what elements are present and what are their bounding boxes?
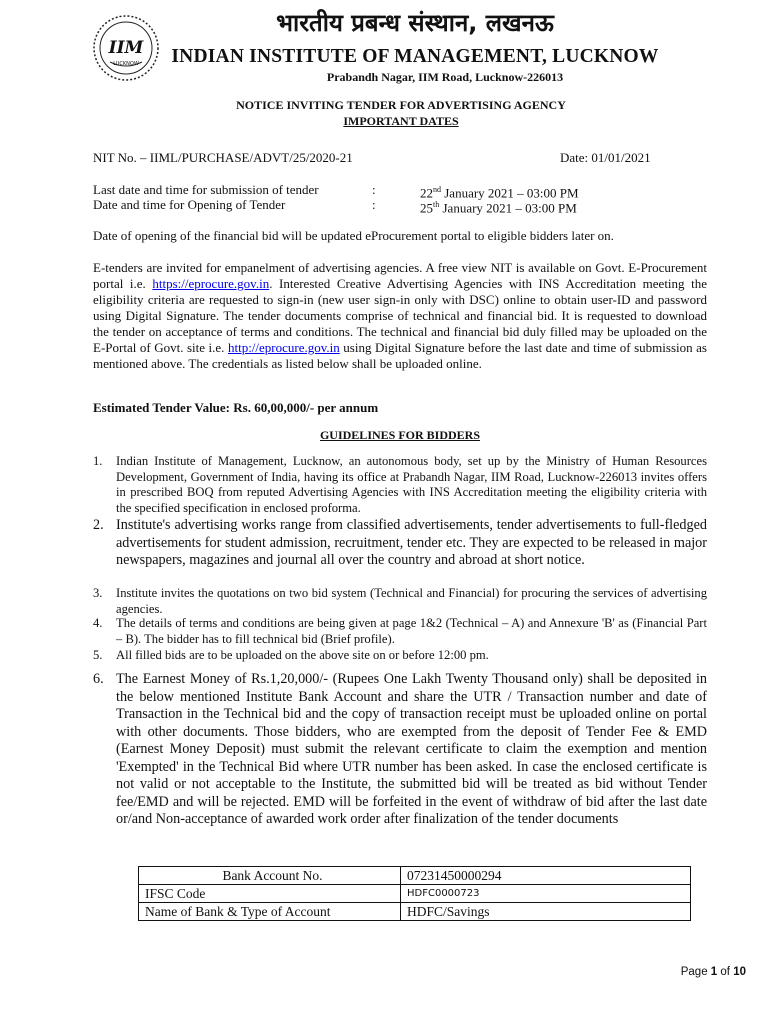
table-row <box>139 867 691 885</box>
list-item: 4. The details of terms and conditions are being given at page 1&2 (Technical – A) and Annexure 'B' as (Financial Part – B). The bidder has to fill technical bid (Brief profile). <box>93 616 707 646</box>
table-cell: IFSC Code <box>139 885 401 903</box>
table-cell: HDFC/Savings <box>401 903 691 921</box>
table-cell: Name of Bank & Type of Account <box>139 903 401 921</box>
institute-name: INDIAN INSTITUTE OF MANAGEMENT, LUCKNOW <box>171 46 659 67</box>
page-number: Page 1 of 10 <box>680 966 746 978</box>
table-row <box>139 885 691 903</box>
date-row-sep: : <box>372 182 376 197</box>
date-row-sep: : <box>372 197 376 212</box>
list-item: 3. Institute invites the quotations on two bid system (Technical and Financial) for procuring the services of advertising agencies. <box>93 586 707 616</box>
guidelines-heading: GUIDELINES FOR BIDDERS <box>319 428 481 442</box>
nit-number: NIT No. – IIML/PURCHASE/ADVT/25/2020-21 <box>93 150 353 165</box>
notice-date: Date: 01/01/2021 <box>560 150 651 165</box>
institute-address: Prabandh Nagar, IIM Road, Lucknow-226013 <box>326 70 564 84</box>
intro-paragraph: E-tenders are invited for empanelment of advertising agencies. A free view NIT is available on Govt. E-Procurement portal i.e. https://eprocure.gov.in. Interested Creative Advertising Agencies with INS Accreditation meeting the eligibility criteria are requested to sign-in (new user sign-in only with DSC) online to obtain user-ID and password using Digital Signature. The tender documents comprise of technical and financial bid. It is requested to download the tender on acceptance of terms and conditions. The technical and financial bid duly filled may be uploaded on the E-Portal of Govt. site i.e. http://eprocure.gov.in using Digital Signature before the last date and time of submission as mentioned above. The credentials as listed below shall be uploaded online. <box>93 260 707 371</box>
date-row-label: Last date and time for submission of tender <box>93 182 319 197</box>
estimated-tender-value: Estimated Tender Value: Rs. 60,00,000/- per annum <box>93 400 379 415</box>
table-cell: Bank Account No. <box>139 867 401 885</box>
table-row <box>139 903 691 921</box>
notice-title: NOTICE INVITING TENDER FOR ADVERTISING AGENCY <box>236 98 566 112</box>
important-dates-heading: IMPORTANT DATES <box>343 114 459 128</box>
logo-text: IIM <box>108 38 144 58</box>
list-item: 2. Institute's advertising works range from classified advertisements, tender advertisements to full-fledged advertisements for student admission, recruitment, tender etc. They are expected to be released in major newspapers, magazines and journal all over the country and abroad at short notice. <box>93 517 707 568</box>
table-cell: HDFC0000723 <box>401 885 691 903</box>
eprocure-link-2[interactable]: http://eprocure.gov.in <box>227 340 340 355</box>
logo-subtext: LUCKNOW <box>113 61 139 67</box>
list-item: 5. All filled bids are to be uploaded on the above site on or before 12:00 pm. <box>93 648 489 662</box>
date-row-value: 22nd January 2021 – 03:00 PM <box>420 185 579 201</box>
list-item: 6. The Earnest Money of Rs.1,20,000/- (Rupees One Lakh Twenty Thousand only) shall be deposited in the below mentioned Institute Bank Account and share the UTR / Transaction number and date of Transaction in the Technical bid and the copy of transaction receipt must be uploaded online on portal with other documents. Those bidders, who are exempted from the deposit of Tender Fee & EMD (Earnest Money Deposit) must submit the relevant certificate to claim the exemption and mention 'Exempted' in the Technical Bid where UTR number has been asked. In case the enclosed certificate is not valid or not acceptable to the Institute, the submitted bid will be treated as bid without Tender fee/EMD and will be rejected. EMD will be forfeited in the event of withdraw of bid after the last date or/and Non-acceptance of awarded work order after finalization of the tender documents <box>93 671 707 827</box>
hindi-title: भारतीय प्रबन्ध संस्थान, लखनऊ <box>276 9 554 37</box>
eprocure-link[interactable]: https://eprocure.gov.in <box>152 276 270 291</box>
date-row-value: 25th January 2021 – 03:00 PM <box>420 200 577 216</box>
table-cell: 07231450000294 <box>401 867 691 885</box>
financial-bid-note: Date of opening of the financial bid will be updated eProcurement portal to eligible bidders later on. <box>93 228 614 243</box>
bank-details-table <box>138 866 691 921</box>
list-item: 1. Indian Institute of Management, Lucknow, an autonomous body, set up by the Ministry of Human Resources Development, Government of India, having its office at Prabandh Nagar, IIM Road, Lucknow-226013 invites offers in prescribed BOQ from reputed Advertising Agencies with INS Accreditation meeting the eligibility criteria with the specified specification in enclosed proforma. <box>93 454 707 515</box>
date-row-label: Date and time for Opening of Tender <box>93 197 286 212</box>
